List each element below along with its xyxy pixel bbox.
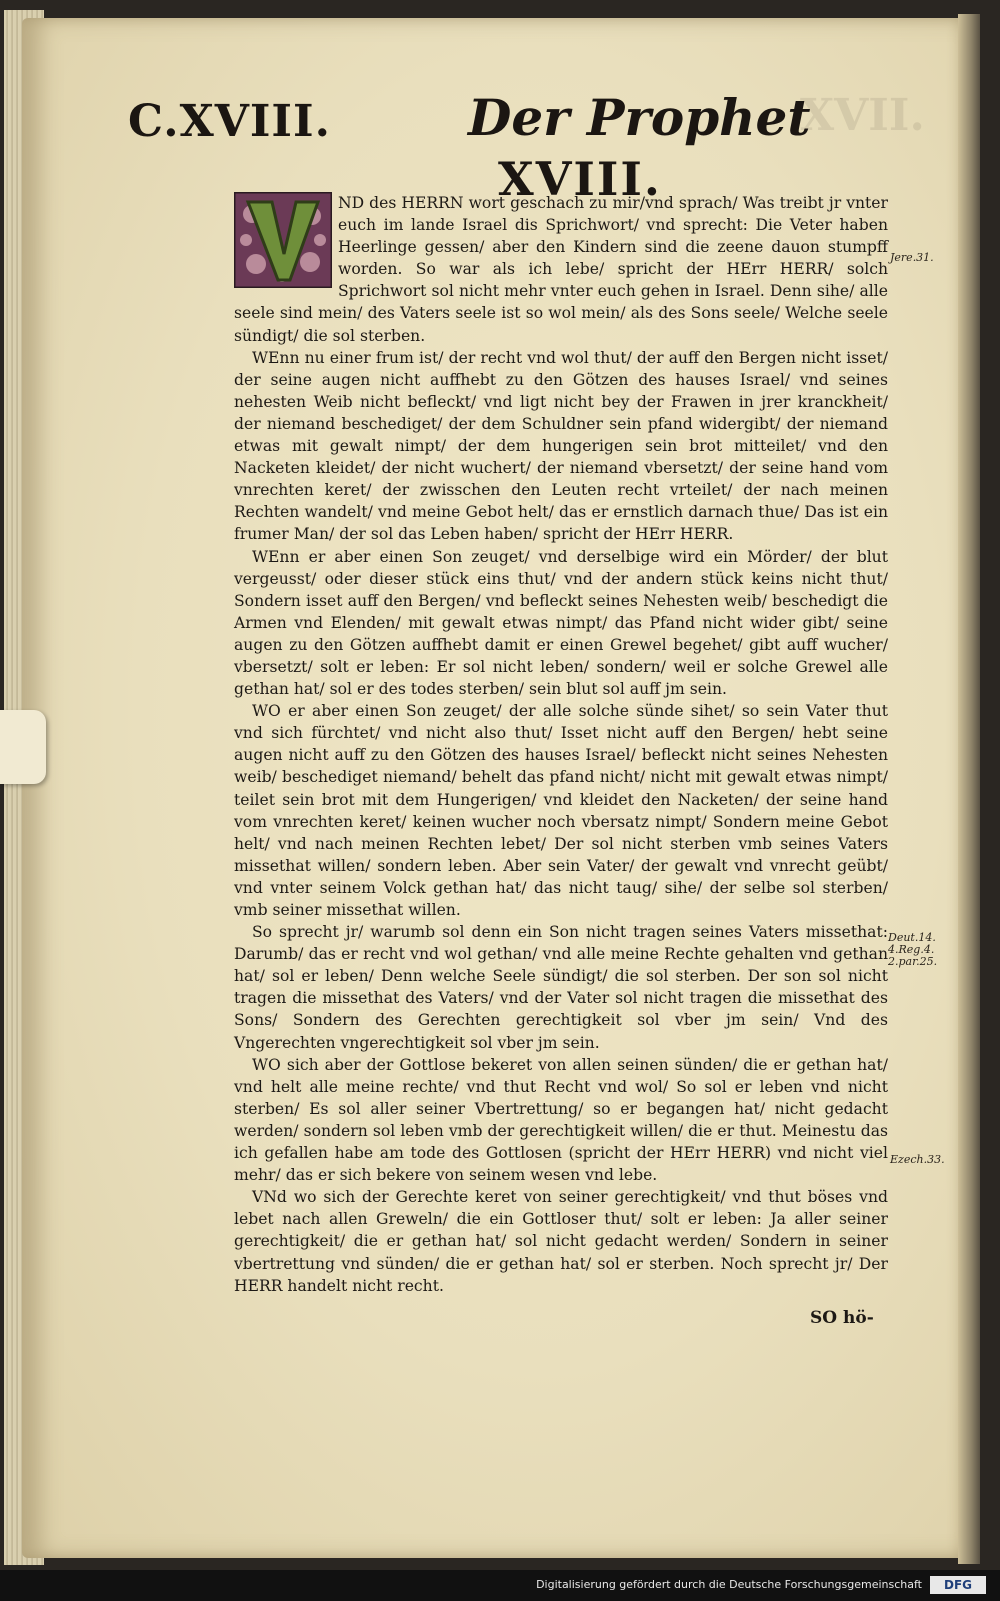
show-through-folio: XVII. (800, 90, 925, 141)
paragraph-2: WEnn nu einer frum ist/ der recht vnd wol thut/ der auff den Bergen nicht isset/ der seine augen nicht auffhebt zu den Götzen des hauses Israel/ vnd seines nehesten Weib nicht befleckt/ vnd ligt nicht bey der Frawen in jrer kranckheit/ der niemand beschediget/ der dem Schuldner sein pfand widergibt/ der niemand etwas mit gewalt nimpt/ der dem hungerigen sein brot mitteilet/ vnd den Nacketen kleidet/ der nicht wuchert/ der niemand vbersetzt/ der seine hand vom vnrechten keret/ der zwisschen den Leuten recht vrteilet/ der nach meinen Rechten wandelt/ vnd meine Gebot helt/ das er ernstlich darnach thue/ Das ist ein frumer Man/ der sol das Leben haben/ spricht der HErr HERR. (234, 348, 888, 544)
funding-credit: Digitalisierung gefördert durch die Deutsche Forschungsgemeinschaft (536, 1578, 922, 1591)
page-title: Der Prophet (468, 88, 811, 147)
chapter-number: XVIII. (498, 152, 662, 206)
dfg-logo: DFG (930, 1576, 986, 1594)
body-text (234, 192, 888, 1297)
paragraph-5: So sprecht jr/ warumb sol denn ein Son nicht tragen seines Vaters missethat: Darumb/ das er recht vnd wol gethan/ vnd alle meine Rechte gehalten vnd gethan hat/ sol er leben/ Denn welche Seele sündigt/ die sol sterben. Der son sol nicht tragen die missethat des Vaters/ vnd der Vater sol nicht tragen die missethat des Sons/ Sondern des Gerechten gerechtigkeit sol vber jm sein/ Vnd des Vngerechten vngerechtigkeit sol vber jm sein. (234, 923, 888, 1052)
paragraph-3: WEnn er aber einen Son zeuget/ vnd derselbige wird ein Mörder/ der blut vergeusst/ oder dieser stück eins thut/ vnd der andern stück keins nicht thut/ Sondern isset auff den Bergen/ vnd befleckt seines Nehesten weib/ beschedigt die Armen vnd Elenden/ mit gewalt etwas nimpt/ das Pfand nicht wider gibt/ seine augen zu den Götzen auffhebt damit er einen Grewel begehet/ gibt auff wucher/ vbersetzt/ solt er leben: Er sol nicht leben/ sondern/ weil er solche Grewel alle gethan hat/ sol er des todes sterben/ sein blut sol auff jm sein. (234, 547, 888, 699)
paragraph-1: ND des HERRN wort geschach zu mir/vnd sprach/ Was treibt jr vnter euch im lande Israel dis Sprichwort/ vnd sprecht: Die Veter haben Heerlinge gessen/ aber den Kindern sind die zeene dauon stumpff worden. So war als ich lebe/ spricht der HErr HERR/ solch Sprichwort sol nicht mehr vnter euch gehen in Israel. Denn sihe/ alle seele sind mein/ des Vaters seele ist so wol mein/ als des Sons seele/ Welche seele sündigt/ die sol sterben. (234, 194, 888, 345)
catchword: SO hö- (810, 1308, 874, 1328)
paragraph-4: WO er aber einen Son zeuget/ der alle solche sünde sihet/ so sein Vater thut vnd sich fürchtet/ vnd nicht also thut/ Isset nicht auff den Bergen/ hebt seine augen nicht auff zu den Götzen des hauses Israel/ befleckt nicht seines Nehesten weib/ beschediget niemand/ behelt das pfand nicht/ nicht mit gewalt etwas nimpt/ teilet sein brot mit dem Hungerigen/ vnd kleidet den Nacketen/ der seine hand vom vnrechten keret/ keinen wucher noch vbersatz nimpt/ Sondern meine Gebot helt/ vnd nach meinen Rechten lebet/ Der sol nicht sterben vmb seines Vaters missethat willen/ sondern leben. Aber sein Vater/ der gewalt vnd vnrecht geübt/ vnd vnter seinem Volck gethan hat/ das nicht taug/ sihe/ der selbe sol sterben/ vmb seiner missethat willen. (234, 702, 888, 919)
decorated-initial-v (234, 192, 334, 288)
margin-note-deut: Deut.14. 4.Reg.4. 2.par.25. (888, 931, 938, 968)
paragraph-6: WO sich aber der Gottlose bekeret von allen seinen sünden/ die er gethan hat/ vnd helt alle meine rechte/ vnd thut Recht vnd wol/ So sol er leben vnd nicht sterben/ Es sol aller seiner Vbertrettung/ so er begangen hat/ nicht gedacht werden/ sondern sol leben vmb der gerechtigkeit willen/ die er thut. Meinestu das ich gefallen habe am tode des Gottlosen (spricht der HErr HERR) vnd nicht viel mehr/ das er sich bekere von seinem wesen vnd lebe. (234, 1055, 888, 1185)
right-page-edge (958, 14, 980, 1564)
footer-bar (0, 1570, 1000, 1601)
margin-note-ezech: Ezech.33. (890, 1153, 945, 1166)
paragraph-7: VNd wo sich der Gerechte keret von seiner gerechtigkeit/ vnd thut böses vnd lebet nach allen Greweln/ die ein Gottloser thut/ solt er leben: Ja aller seiner gerechtigkeit/ die er gethan hat/ sol nicht gedacht werden/ Sondern in seiner vbertrettung vnd sünden/ die er gethan hat/ sol er sterben. Noch sprecht jr/ Der HERR handelt nicht recht. (234, 1188, 888, 1295)
bookmark-tab (0, 710, 46, 784)
margin-note-jere: Jere.31. (890, 251, 934, 264)
folio-number: C.XVIII. (128, 96, 331, 147)
